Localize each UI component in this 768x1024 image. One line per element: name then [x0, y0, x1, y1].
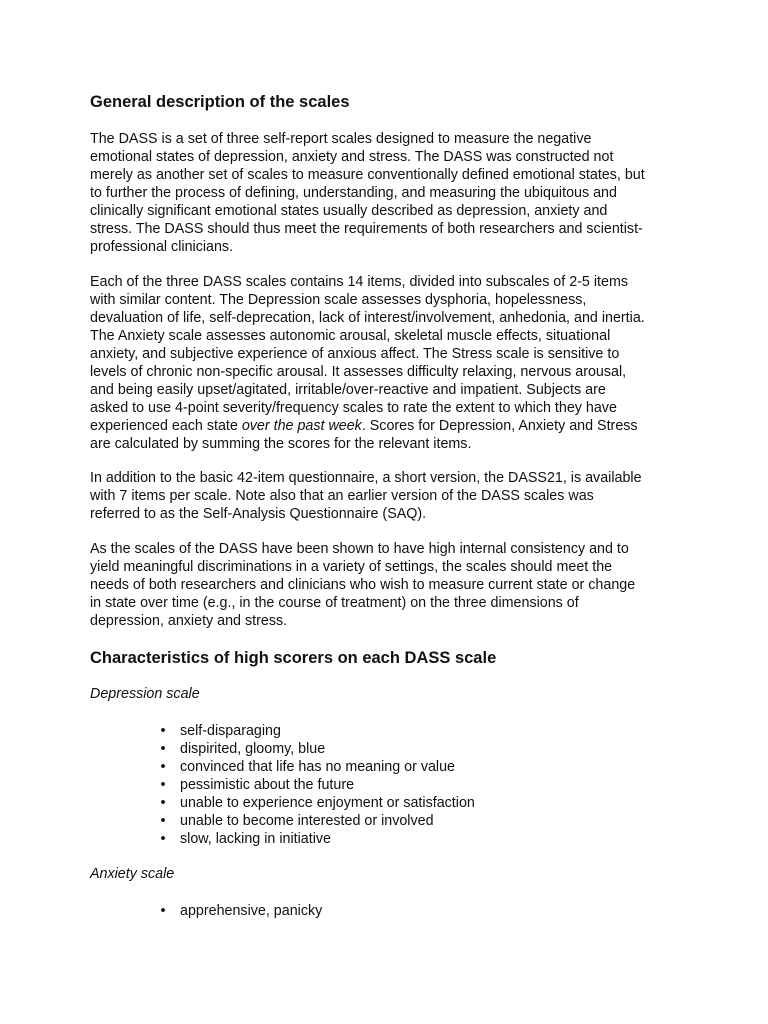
anxiety-characteristics-list — [158, 902, 322, 920]
text-line: In addition to the basic 42-item questionnaire, a short version, the DASS21, is available — [90, 470, 642, 486]
text-line: are calculated by summing the scores for the relevant items. — [90, 436, 472, 452]
text-line: stress. The DASS should thus meet the requirements of both researchers and scientist- — [90, 221, 643, 237]
text-line: anxiety, and subjective experience of anxious affect. The Stress scale is sensitive to — [90, 346, 620, 362]
list-item-text: convinced that life has no meaning or value — [180, 759, 455, 775]
text-line: with similar content. The Depression scale assesses dysphoria, hopelessness, — [90, 292, 587, 308]
list-item-text: unable to experience enjoyment or satisfaction — [180, 795, 475, 811]
bullet-icon: • — [160, 777, 166, 793]
paragraph-dass-scales — [90, 273, 682, 453]
list-item — [158, 794, 475, 812]
text-line: in state over time (e.g., in the course of treatment) on the three dimensions of — [90, 595, 579, 611]
bullet-icon: • — [160, 741, 166, 757]
text-line: asked to use 4-point severity/frequency scales to rate the extent to which they have — [90, 400, 617, 416]
list-item-text: apprehensive, panicky — [180, 903, 323, 919]
bullet-icon: • — [160, 903, 166, 919]
text-line: The DASS is a set of three self-report scales designed to measure the negative — [90, 131, 592, 147]
bullet-icon: • — [160, 795, 166, 811]
paragraph-dass-overview — [90, 130, 682, 256]
text-line: needs of both researchers and clinicians who wish to measure current state or change — [90, 577, 636, 593]
text-line: merely as another set of scales to measure conventionally defined emotional states, but — [90, 167, 645, 183]
paragraph-dass21 — [90, 469, 682, 523]
bullet-icon: • — [160, 759, 166, 775]
list-item-text: dispirited, gloomy, blue — [180, 741, 326, 757]
list-item-text: unable to become interested or involved — [180, 813, 434, 829]
text-line: and being easily upset/agitated, irritable/over-reactive and impatient. Subjects are — [90, 382, 606, 398]
list-item — [158, 776, 475, 794]
text-line: clinically significant emotional states usually described as depression, anxiety and — [90, 203, 608, 219]
text-run: experienced each state — [90, 418, 242, 434]
text-line: emotional states of depression, anxiety and stress. The DASS was constructed not — [90, 149, 614, 165]
list-item — [158, 758, 475, 776]
bullet-icon: • — [160, 723, 166, 739]
list-item-text: slow, lacking in initiative — [180, 831, 331, 847]
list-item-text: pessimistic about the future — [180, 777, 355, 793]
text-line: referred to as the Self-Analysis Questionnaire (SAQ). — [90, 506, 427, 522]
text-line: devaluation of life, self-deprecation, lack of interest/involvement, anhedonia, and inertia. — [90, 310, 645, 326]
text-line: to further the process of defining, understanding, and measuring the ubiquitous and — [90, 185, 617, 201]
text-line: As the scales of the DASS have been shown to have high internal consistency and to — [90, 541, 629, 557]
subheading-depression-scale: Depression scale — [90, 686, 200, 702]
list-item — [158, 902, 322, 920]
text-line: with 7 items per scale. Note also that an earlier version of the DASS scales was — [90, 488, 594, 504]
list-item-text: self-disparaging — [180, 723, 281, 739]
list-item — [158, 722, 475, 740]
emphasis-text: over the past week — [241, 418, 362, 434]
text-line: Each of the three DASS scales contains 14 items, divided into subscales of 2-5 items — [90, 274, 628, 290]
text-line: professional clinicians. — [90, 239, 234, 255]
section-heading-general-description: General description of the scales — [90, 93, 350, 111]
section-heading-characteristics: Characteristics of high scorers on each DASS scale — [90, 649, 497, 667]
list-item — [158, 740, 475, 758]
list-item — [158, 830, 475, 848]
text-line: depression, anxiety and stress. — [90, 613, 288, 629]
bullet-icon: • — [160, 813, 166, 829]
text-line: levels of chronic non-specific arousal. It assesses difficulty relaxing, nervous arousal, — [90, 364, 627, 380]
bullet-icon: • — [160, 831, 166, 847]
text-run: . Scores for Depression, Anxiety and Stress — [361, 418, 638, 434]
text-line — [90, 417, 682, 435]
text-line: The Anxiety scale assesses autonomic arousal, skeletal muscle effects, situational — [90, 328, 611, 344]
list-item — [158, 812, 475, 830]
depression-characteristics-list — [158, 722, 475, 848]
text-line: yield meaningful discriminations in a variety of settings, the scales should meet the — [90, 559, 613, 575]
subheading-anxiety-scale: Anxiety scale — [90, 866, 175, 882]
paragraph-consistency — [90, 540, 682, 630]
